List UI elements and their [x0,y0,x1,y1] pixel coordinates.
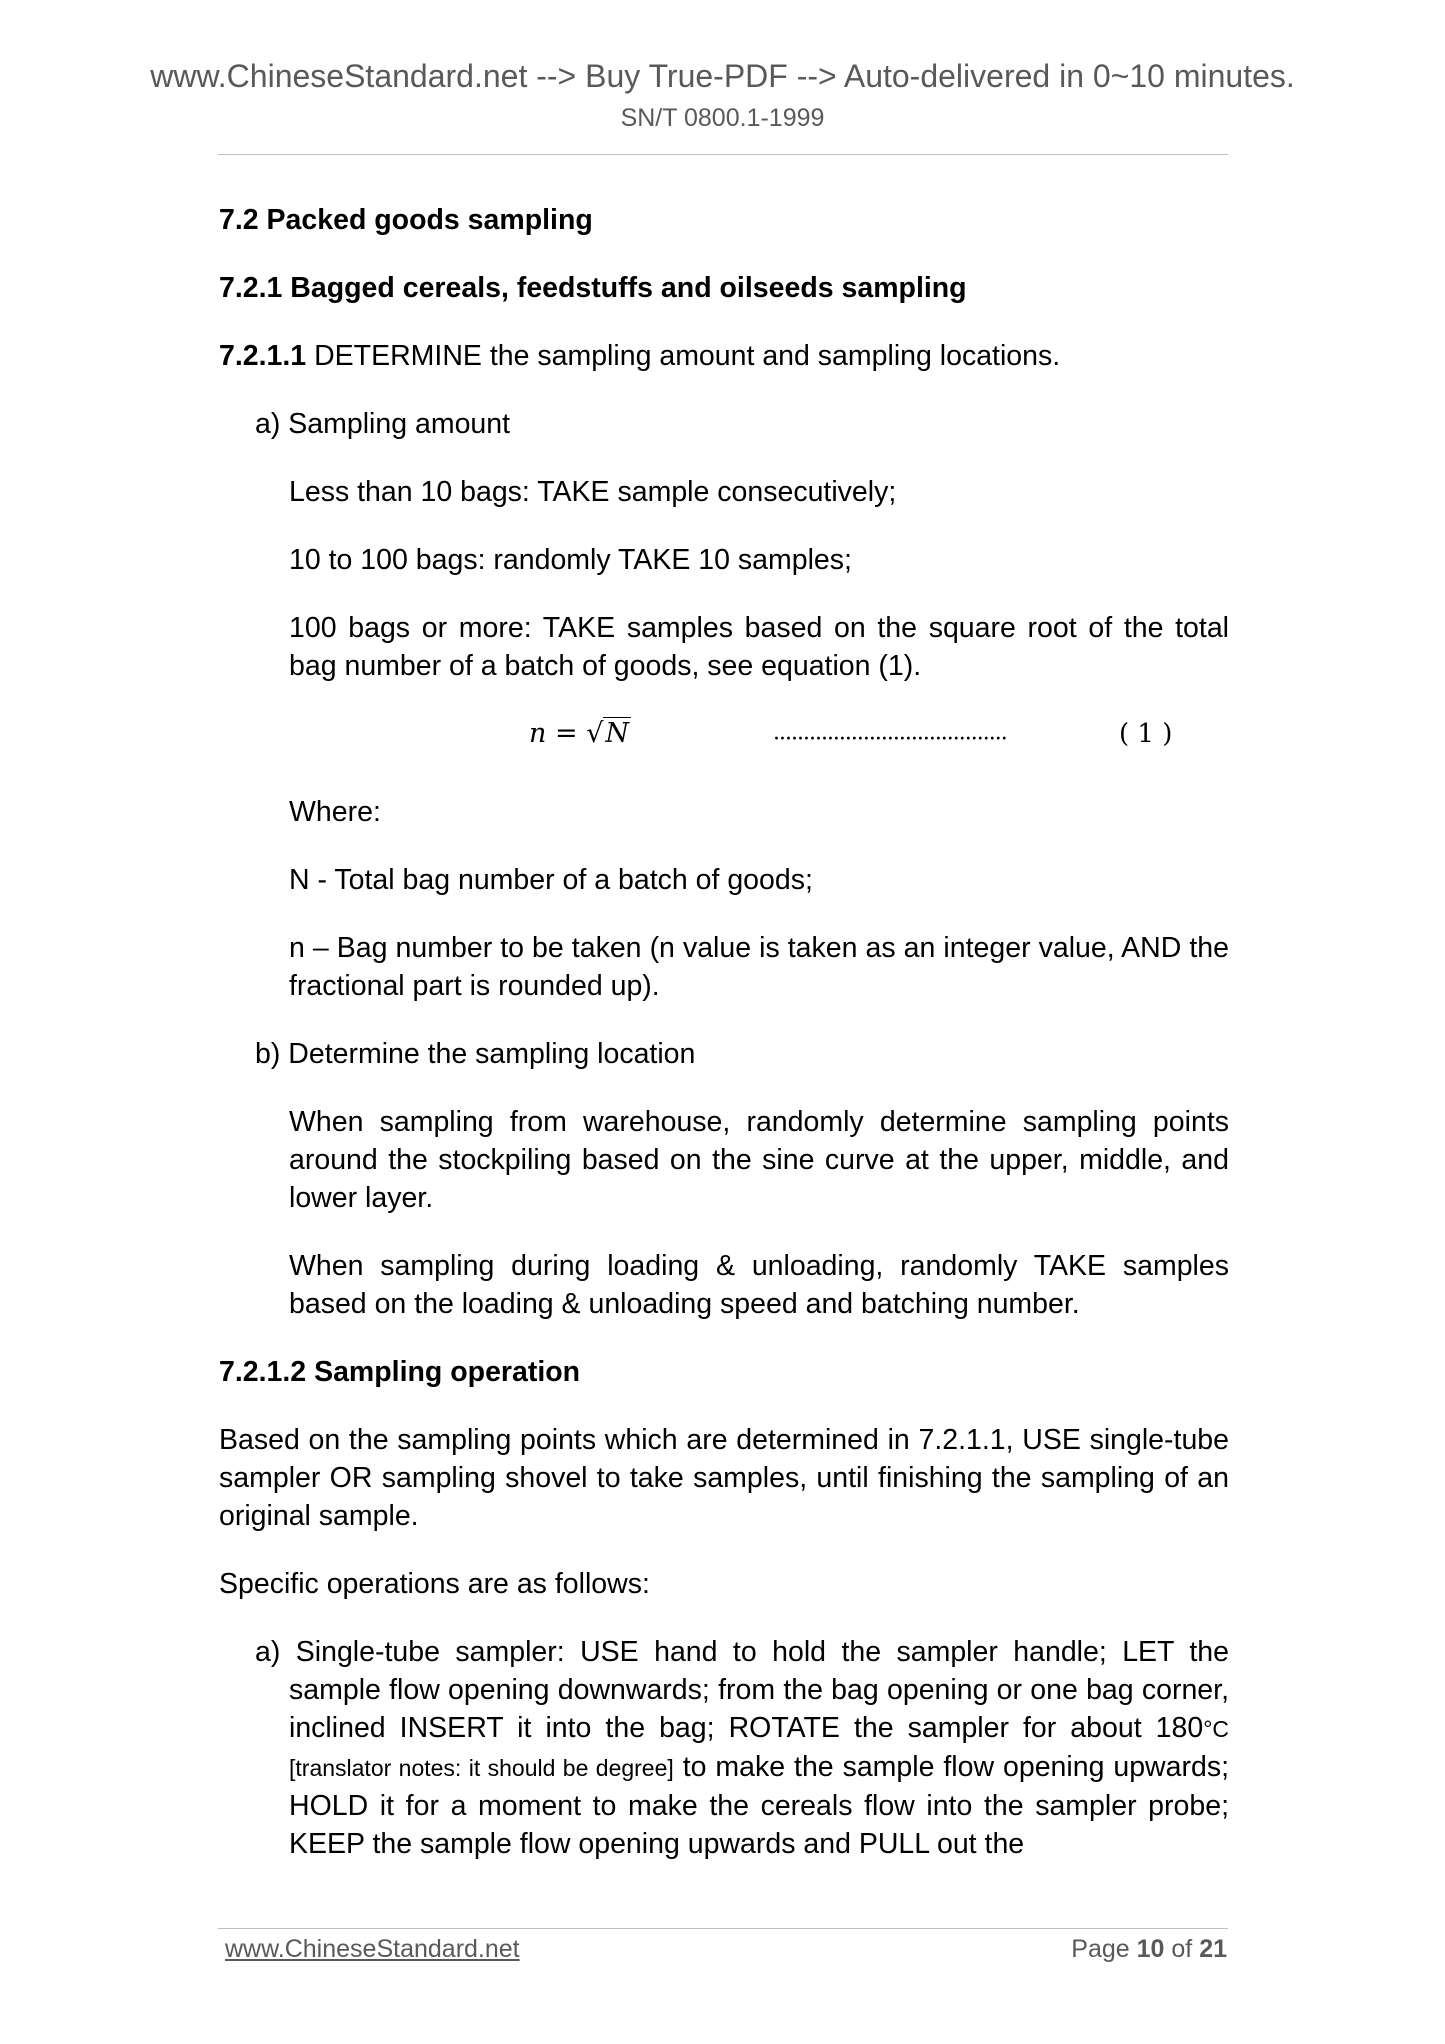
amount-rule-1: Less than 10 bags: TAKE sample consecutively; [289,476,897,508]
heading-7-2-1: 7.2.1 Bagged cereals, feedstuffs and oilseeds sampling [219,272,967,304]
location-para-1: When sampling from warehouse, randomly determine sampling points around the stockpiling based on the sine curve at the upper, middle, and lower layer. [289,1106,1229,1214]
heading-7-2: 7.2 Packed goods sampling [219,204,593,236]
equation-leader-dots: ······································· [773,727,1007,752]
page-indicator [1071,1935,1227,1964]
specific-ops-label: Specific operations are as follows: [219,1568,650,1600]
footer-site-link[interactable]: www.ChineseStandard.net [225,1935,520,1963]
page-label: Page [1071,1935,1137,1963]
translator-note: °C [translator notes: it should be degree] [289,1716,1229,1781]
item-b-title: b) Determine the sampling location [255,1038,696,1070]
header-banner: www.ChineseStandard.net --> Buy True-PDF --> Auto-delivered in 0~10 minutes. [150,58,1295,94]
equation-number: ( 1 ) [1119,719,1173,749]
page-total: 21 [1199,1935,1227,1963]
page-content [219,201,1229,1893]
equation-formula [529,715,631,753]
standard-id: SN/T 0800.1-1999 [620,104,825,132]
definition-n: n – Bag number to be taken (n value is taken as an integer value, AND the fractional part is rounded up). [289,932,1229,1002]
operation-item-a-text: a) Single-tube sampler: USE hand to hold the sampler handle; LET the sample flow opening downwards; from the bag opening or one bag corner, inclined INSERT it into the bag; ROTATE the sampler for about 180 [255,1636,1229,1744]
sqrt-symbol: √ [586,718,604,749]
operation-para: Based on the sampling points which are determined in 7.2.1.1, USE single-tube sampler OR sampling shovel to take samples, until finishing the sampling of an original sample. [219,1424,1229,1532]
equation-1 [219,715,1229,761]
location-para-2: When sampling during loading & unloading, randomly TAKE samples based on the loading & unloading speed and batching number. [289,1250,1229,1320]
definition-N: N - Total bag number of a batch of goods; [289,864,813,896]
header-divider [218,154,1228,155]
heading-7-2-1-2: 7.2.1.2 Sampling operation [219,1356,581,1388]
equation-lhs: n = [529,718,587,749]
operation-item-a [219,1633,1229,1863]
footer-divider [218,1928,1228,1929]
item-a-title: a) Sampling amount [255,408,511,440]
clause-number: 7.2.1.1 [219,340,307,372]
clause-7-2-1-1 [219,337,1229,375]
where-label: Where: [289,796,381,828]
page-number: 10 [1136,1935,1165,1963]
amount-rule-2: 10 to 100 bags: randomly TAKE 10 samples; [289,544,852,576]
amount-rule-3: 100 bags or more: TAKE samples based on the square root of the total bag number of a batch of goods, see equation (1). [289,612,1229,682]
of-label: of [1164,1935,1200,1963]
equation-rhs: N [605,718,630,749]
clause-text: DETERMINE the sampling amount and sampling locations. [306,340,1061,372]
operation-item-a-cont: to make the sample flow opening upwards; HOLD it for a moment to make the cereals flow into the sampler probe; KEEP the sample flow opening upwards and PULL out the [289,1751,1229,1860]
